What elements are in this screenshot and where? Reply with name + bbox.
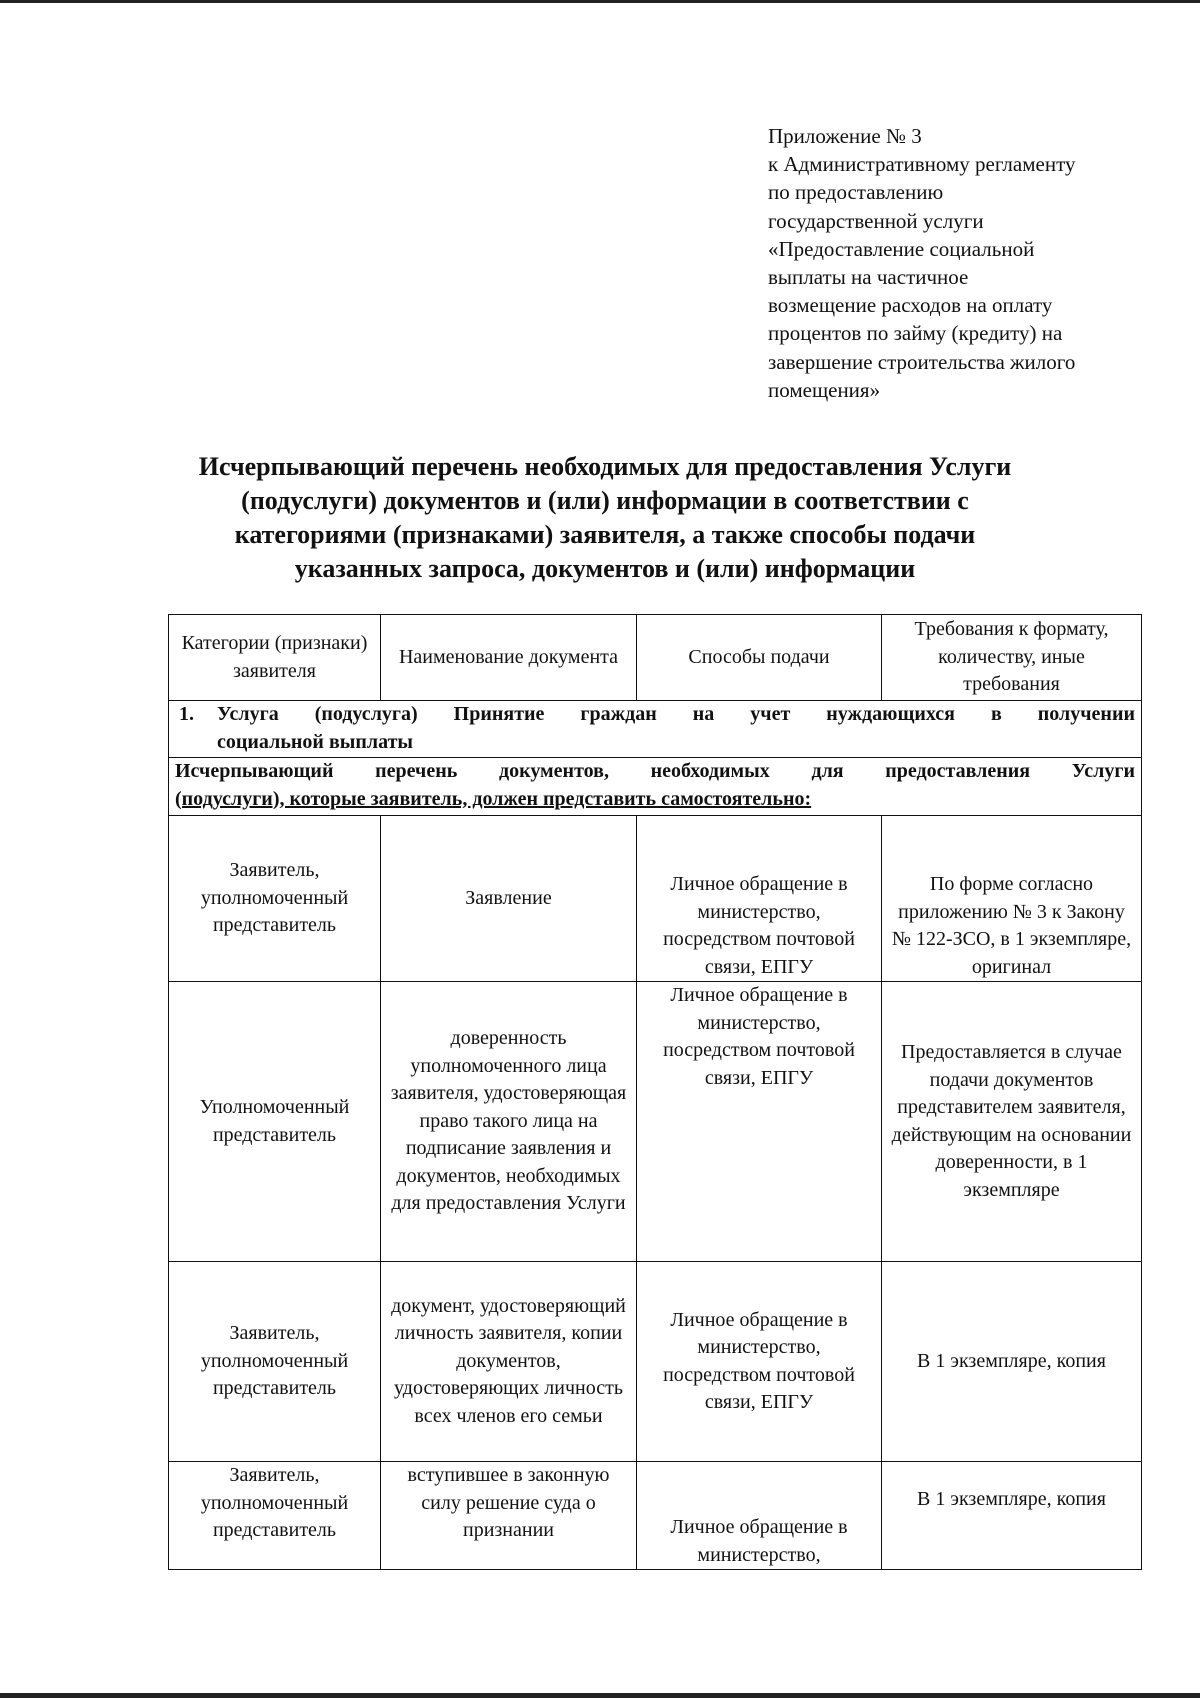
title-line: (подуслуги) документов и (или) информации в соответствии с	[241, 486, 969, 515]
row4-requirements: В 1 экземпляре, копия	[882, 1462, 1142, 1570]
appendix-line: по предоставлению	[768, 180, 944, 205]
documents-table	[168, 614, 1142, 1570]
appendix-line: помещения»	[768, 377, 881, 402]
table-row	[169, 816, 1142, 982]
section-service-line1: Услуга (подуслуга) Принятие граждан на учет нуждающихся в получении	[217, 703, 1135, 725]
appendix-line: к Административному регламенту	[768, 152, 1076, 177]
header-document: Наименование документа	[381, 615, 637, 701]
row4-document: вступившее в законную силу решение суда о признании	[381, 1462, 637, 1570]
appendix-line: «Предоставление социальной	[768, 236, 1035, 261]
section-service-cell	[169, 701, 1142, 758]
appendix-line: выплаты на частичное	[768, 265, 969, 290]
section-list-line2: (подуслуги), которые заявитель, должен представить самостоятельно:	[175, 787, 812, 810]
table-row	[169, 982, 1142, 1262]
appendix-note	[768, 122, 1148, 404]
row3-method: Личное обращение в министерство, посредством почтовой связи, ЕПГУ	[637, 1262, 882, 1462]
row2-requirements: Предоставляется в случае подачи документов представителем заявителя, действующим на основании доверенности, в 1 экземпляре	[882, 982, 1142, 1262]
row4-category: Заявитель, уполномоченный представитель	[169, 1462, 381, 1570]
section-list-row	[169, 758, 1142, 816]
appendix-line: завершение строительства жилого	[768, 349, 1076, 374]
scan-border-top	[0, 0, 1200, 3]
title-line: указанных запроса, документов и (или) информации	[294, 554, 916, 583]
section-list-line1: Исчерпывающий перечень документов, необходимых для предоставления Услуги	[175, 760, 1135, 782]
section-service-line2: социальной выплаты	[217, 730, 414, 753]
appendix-line: процентов по займу (кредиту) на	[768, 321, 1063, 346]
title-line: Исчерпывающий перечень необходимых для предоставления Услуги	[198, 452, 1012, 481]
table-row	[169, 1462, 1142, 1570]
document-title	[150, 450, 1060, 586]
row3-document: документ, удостоверяющий личность заявителя, копии документов, удостоверяющих личность всех членов его семьи	[381, 1262, 637, 1462]
appendix-line: Приложение № 3	[768, 124, 922, 148]
title-line: категориями (признаками) заявителя, а также способы подачи	[234, 520, 976, 549]
row1-document: Заявление	[381, 816, 637, 982]
section-number: 1.	[179, 703, 194, 725]
row1-category: Заявитель, уполномоченный представитель	[169, 816, 381, 982]
header-requirements: Требования к формату, количеству, иные требования	[882, 615, 1142, 701]
row2-method: Личное обращение в министерство, посредством почтовой связи, ЕПГУ	[637, 982, 882, 1262]
appendix-line: возмещение расходов на оплату	[768, 293, 1053, 318]
row2-document: доверенность уполномоченного лица заявителя, удостоверяющая право такого лица на подписание заявления и документов, необходимых для предоставления Услуги	[381, 982, 637, 1262]
header-method: Способы подачи	[637, 615, 882, 701]
scan-border-bottom	[0, 1693, 1200, 1698]
section-service-row	[169, 701, 1142, 758]
table-row	[169, 1262, 1142, 1462]
row1-requirements: По форме согласно приложению № 3 к Закону № 122-ЗСО, в 1 экземпляре, оригинал	[882, 816, 1142, 982]
row1-method: Личное обращение в министерство, посредством почтовой связи, ЕПГУ	[637, 816, 882, 982]
header-category: Категории (признаки) заявителя	[169, 615, 381, 701]
table-header-row	[169, 615, 1142, 701]
row3-category: Заявитель, уполномоченный представитель	[169, 1262, 381, 1462]
appendix-line: государственной услуги	[768, 208, 984, 233]
section-list-cell	[169, 758, 1142, 816]
row2-category: Уполномоченный представитель	[169, 982, 381, 1262]
row4-method: Личное обращение в министерство,	[637, 1462, 882, 1570]
row3-requirements: В 1 экземпляре, копия	[882, 1262, 1142, 1462]
